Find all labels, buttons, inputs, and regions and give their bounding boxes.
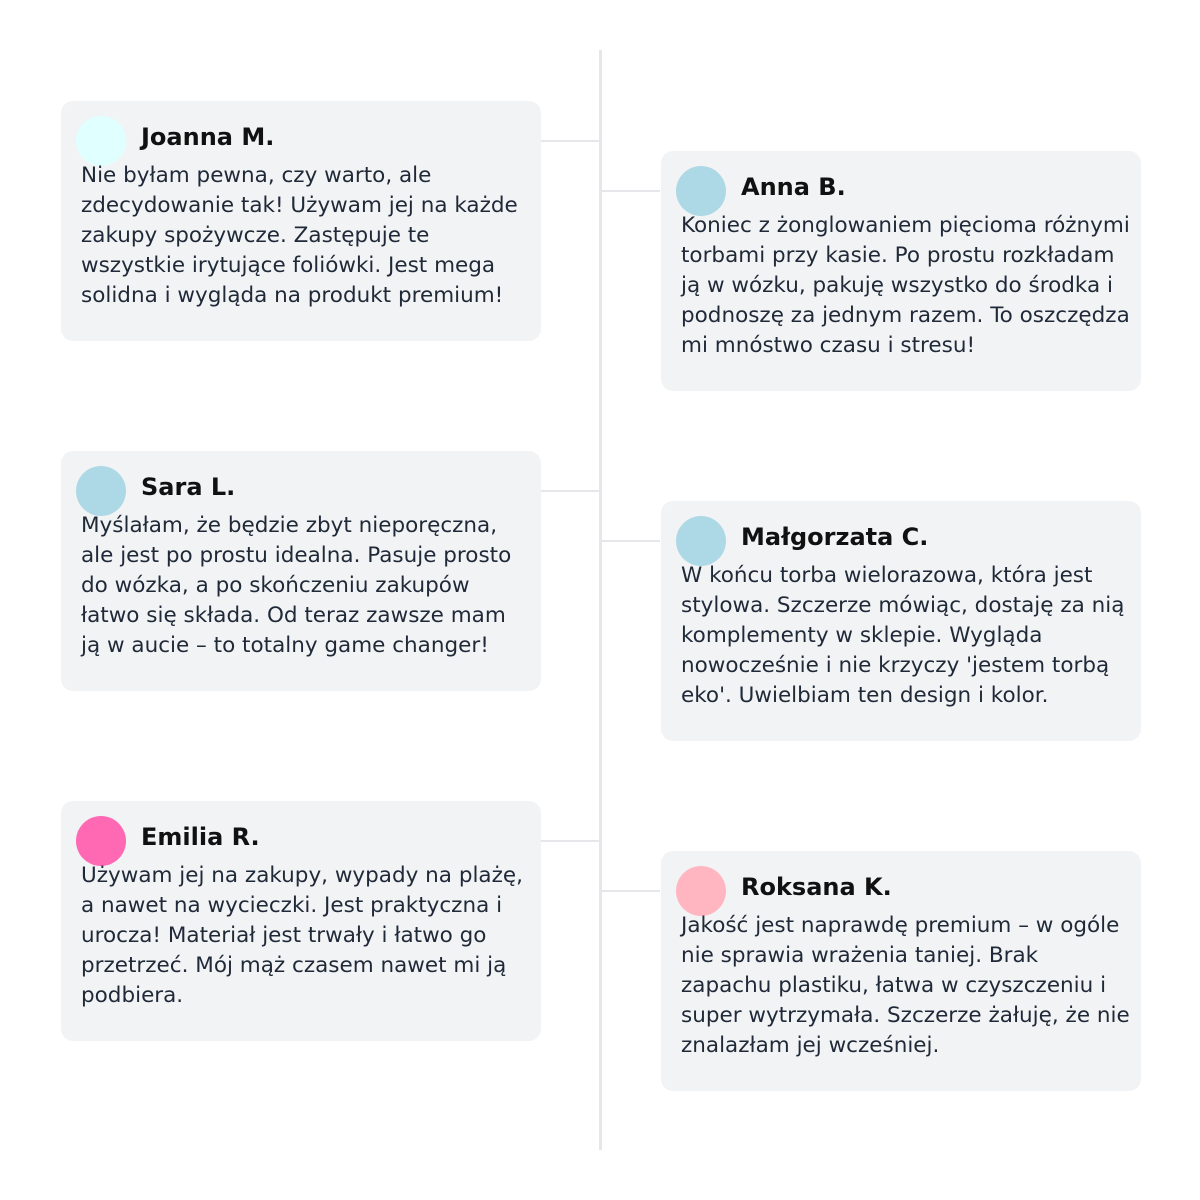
- avatar-icon: [76, 466, 126, 516]
- reviewer-name: Sara L.: [141, 473, 236, 501]
- timeline-line: [599, 50, 602, 1150]
- avatar-icon: [676, 866, 726, 916]
- timeline-connector: [541, 140, 600, 142]
- timeline-connector: [602, 890, 660, 892]
- review-text: Używam jej na zakupy, wypady na plażę, a nawet na wycieczki. Jest praktyczna i urocza! Materiał jest trwały i łatwo go przetrzeć. Mój mąż czasem nawet mi ją podbiera.: [81, 863, 523, 1008]
- timeline-connector: [541, 840, 600, 842]
- reviewer-name: Roksana K.: [741, 873, 892, 901]
- avatar-icon: [76, 816, 126, 866]
- testimonial-card: [661, 501, 1141, 741]
- testimonial-card: [61, 801, 541, 1041]
- timeline-connector: [541, 490, 600, 492]
- timeline-connector: [602, 540, 660, 542]
- review-text: Koniec z żonglowaniem pięcioma różnymi torbami przy kasie. Po prostu rozkładam ją w wózku, pakuję wszystko do środka i podnoszę za jednym razem. To oszczędza mi mnóstwo czasu i stresu!: [681, 213, 1130, 358]
- avatar-icon: [76, 116, 126, 166]
- review-text: Jakość jest naprawdę premium – w ogóle nie sprawia wrażenia taniej. Brak zapachu plastiku, łatwa w czyszczeniu i super wytrzymała. Szczerze żałuję, że nie znalazłam jej wcześniej.: [681, 913, 1130, 1058]
- review-text: W końcu torba wielorazowa, która jest stylowa. Szczerze mówiąc, dostaję za nią komplementy w sklepie. Wygląda nowocześnie i nie krzyczy 'jestem torbą eko'. Uwielbiam ten design i kolor.: [681, 563, 1125, 708]
- testimonial-card: [661, 851, 1141, 1091]
- avatar-icon: [676, 166, 726, 216]
- review-text: Myślałam, że będzie zbyt nieporęczna, ale jest po prostu idealna. Pasuje prosto do wózka, a po skończeniu zakupów łatwo się składa. Od teraz zawsze mam ją w aucie – to totalny game changer!: [81, 513, 512, 658]
- testimonial-card: [61, 451, 541, 691]
- reviewer-name: Małgorzata C.: [741, 523, 929, 551]
- testimonial-card: [61, 101, 541, 341]
- reviewer-name: Joanna M.: [141, 123, 275, 151]
- timeline-connector: [602, 190, 660, 192]
- reviewer-name: Anna B.: [741, 173, 846, 201]
- review-text: Nie byłam pewna, czy warto, ale zdecydowanie tak! Używam jej na każde zakupy spożywcze. Zastępuje te wszystkie irytujące foliówki. Jest mega solidna i wygląda na produkt premium!: [81, 163, 518, 308]
- avatar-icon: [676, 516, 726, 566]
- testimonial-card: [661, 151, 1141, 391]
- reviewer-name: Emilia R.: [141, 823, 260, 851]
